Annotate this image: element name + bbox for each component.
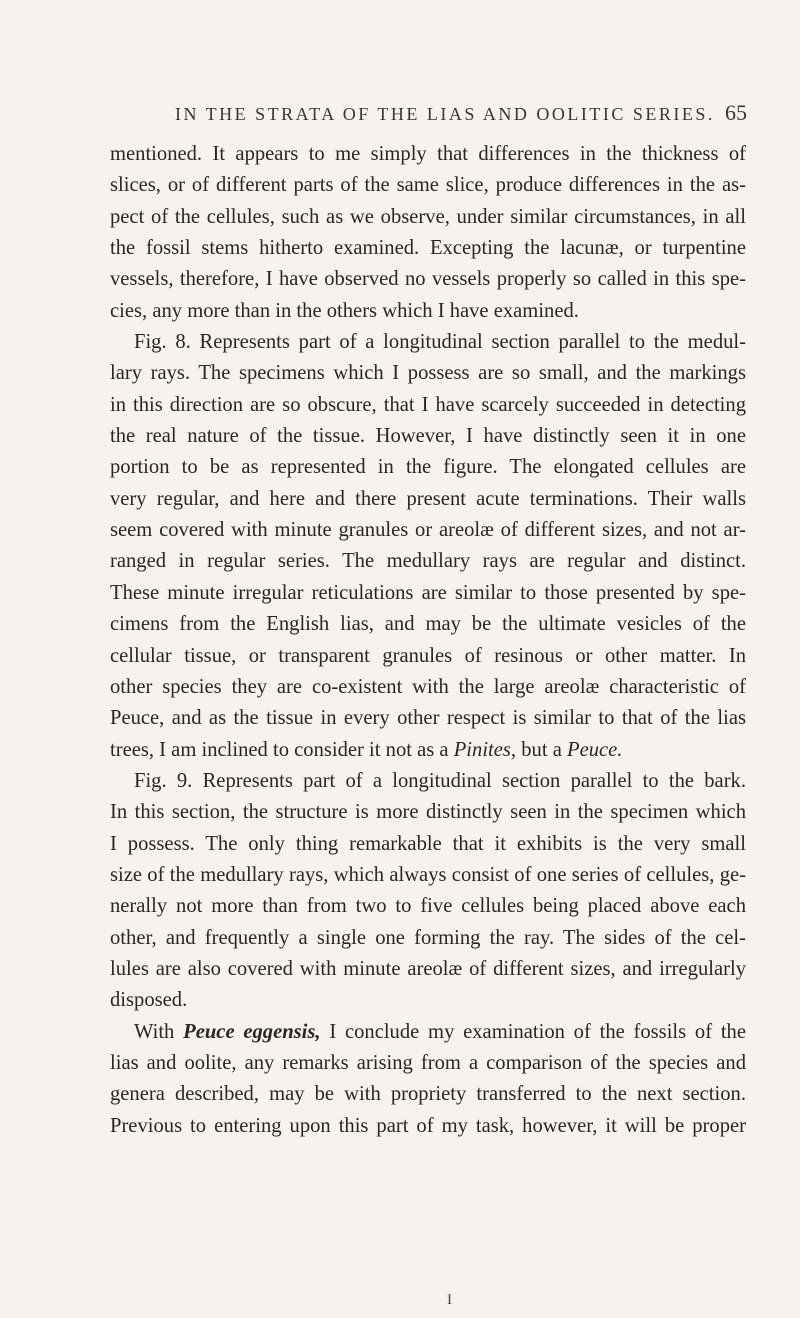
text-line: Fig. 9. Represents part of a longitudinal section parallel to the bark. — [134, 769, 746, 792]
text-line: the fossil stems hitherto examined. Excepting the lacunæ, or turpentine — [110, 237, 746, 260]
text-line: pect of the cellules, such as we observe, under similar circumstances, in all — [110, 205, 746, 228]
text-line: mentioned. It appears to me simply that differences in the thickness of — [110, 143, 746, 165]
text-segment: I conclude my examination of the fossils of the — [320, 1020, 746, 1043]
text-line: These minute irregular reticulations are similar to those presented by spe- — [110, 581, 746, 604]
text-line: I possess. The only thing remarkable that it exhibits is the very small — [110, 832, 746, 855]
text-line: the real nature of the tissue. However, I have distinctly seen it in one — [110, 425, 746, 448]
text-line: other, and frequently a single one forming the ray. The sides of the cel- — [110, 926, 746, 949]
text-line: genera described, may be with propriety transferred to the next section. — [110, 1083, 746, 1106]
text-line: lias and oolite, any remarks arising from a comparison of the species and — [110, 1051, 746, 1074]
text-line — [110, 1017, 746, 1048]
page-number: 65 — [725, 100, 747, 125]
text-line: lules are also covered with minute areolæ of different sizes, and irregularly — [110, 957, 746, 980]
text-line: nerally not more than from two to five cellules being placed above each — [110, 895, 746, 918]
text-line: Previous to entering upon this part of my task, however, it will be proper — [110, 1114, 746, 1137]
text-line: Fig. 8. Represents part of a longitudinal section parallel to the medul- — [134, 331, 746, 354]
text-line: seem covered with minute granules or areolæ of different sizes, and not ar- — [110, 519, 746, 542]
text-line: size of the medullary rays, which always consist of one series of cellules, ge- — [110, 863, 746, 886]
text-line: ranged in regular series. The medullary rays are regular and distinct. — [110, 550, 746, 573]
text-line: disposed. — [110, 989, 188, 1012]
text-line: lary rays. The specimens which I possess are so small, and the markings — [110, 362, 746, 385]
running-head-title: IN THE STRATA OF THE LIAS AND OOLITIC SERIES. — [175, 104, 715, 124]
text-line: other species they are co-existent with the large areolæ characteristic of — [110, 675, 746, 698]
text-line: In this section, the structure is more distinctly seen in the specimen which — [110, 801, 746, 824]
signature-mark: I — [447, 1292, 452, 1308]
text-line: Peuce, and as the tissue in every other respect is similar to that of the lias — [110, 707, 746, 730]
text-line: vessels, therefore, I have observed no vessels properly so called in this spe- — [110, 268, 746, 291]
text-line: slices, or of different parts of the same slice, produce differences in the as- — [110, 174, 746, 197]
text-segment: but a — [516, 738, 567, 761]
species-name: Peuce eggensis, — [183, 1020, 321, 1043]
text-line: portion to be as represented in the figure. The elongated cellules are — [110, 456, 746, 479]
text-segment: trees, I am inclined to consider it not as a — [110, 738, 449, 761]
genus-name-pinites: Pinites, — [453, 738, 517, 761]
genus-name-peuce: Peuce. — [566, 738, 623, 761]
text-line: cies, any more than in the others which I have examined. — [110, 299, 579, 322]
text-line: cimens from the English lias, and may be the ultimate vesicles of the — [110, 613, 746, 636]
text-line: very regular, and here and there present acute terminations. Their walls — [110, 487, 746, 510]
body-text — [110, 139, 746, 1142]
text-line: cellular tissue, or transparent granules of resinous or other matter. In — [110, 644, 746, 667]
text-line — [110, 735, 746, 766]
text-segment: With — [134, 1020, 184, 1043]
running-head — [0, 100, 800, 134]
text-line: in this direction are so obscure, that I have scarcely succeeded in detecting — [110, 393, 746, 416]
